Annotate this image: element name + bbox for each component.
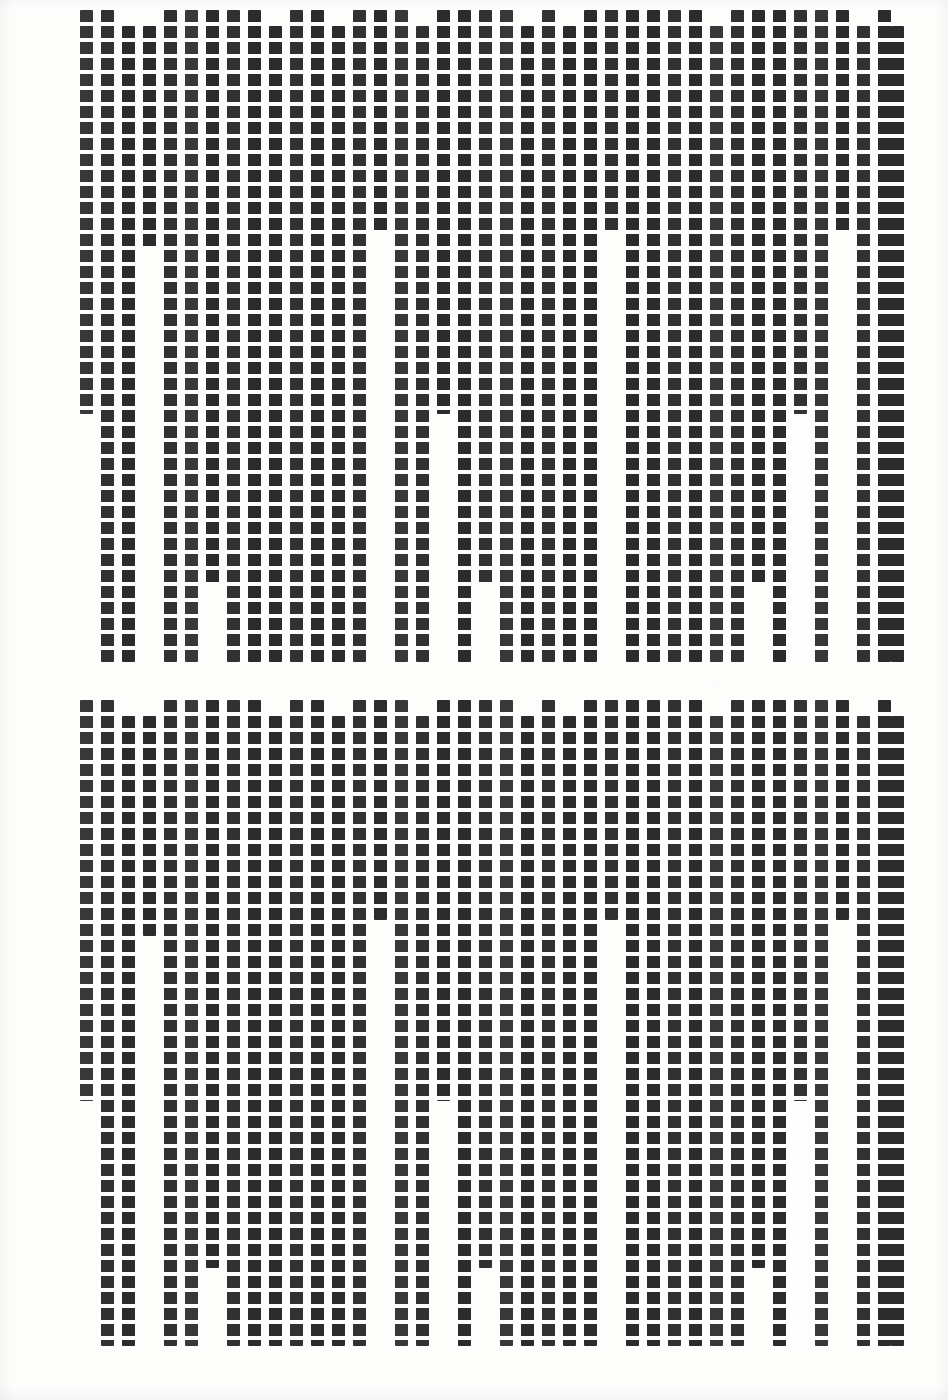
redacted-text-column bbox=[122, 26, 135, 662]
redacted-text-column bbox=[416, 26, 429, 662]
redacted-text-column bbox=[794, 10, 807, 414]
redacted-text-column bbox=[227, 10, 240, 662]
redacted-text-column bbox=[542, 700, 555, 1346]
redacted-text-column bbox=[143, 716, 156, 936]
scan-noise bbox=[58, 666, 904, 696]
redacted-text-column bbox=[794, 700, 807, 1101]
text-block-top bbox=[58, 10, 904, 662]
redacted-text-column bbox=[479, 10, 492, 584]
redacted-text-column bbox=[395, 700, 408, 1346]
redacted-text-column bbox=[458, 700, 471, 1346]
redacted-text-column bbox=[542, 10, 555, 662]
redacted-text-column bbox=[731, 700, 744, 1346]
redacted-text-column bbox=[878, 700, 891, 1346]
redacted-text-column bbox=[584, 700, 597, 1346]
redacted-text-column bbox=[689, 700, 702, 1346]
redacted-text-column bbox=[626, 700, 639, 1346]
redacted-text-column bbox=[857, 26, 870, 662]
redacted-text-column bbox=[185, 10, 198, 662]
redacted-text-column bbox=[311, 10, 324, 662]
redacted-text-column bbox=[290, 700, 303, 1346]
redacted-text-column bbox=[80, 10, 93, 414]
redacted-text-column bbox=[206, 700, 219, 1268]
redacted-text-column bbox=[836, 700, 849, 920]
redacted-text-column bbox=[332, 26, 345, 662]
redacted-text-column bbox=[206, 10, 219, 584]
redacted-text-column bbox=[878, 10, 891, 662]
redacted-text-column bbox=[710, 716, 723, 1346]
redacted-text-column bbox=[647, 10, 660, 662]
redacted-text-column bbox=[731, 10, 744, 662]
redacted-text-column bbox=[416, 716, 429, 1346]
redacted-text-column bbox=[185, 700, 198, 1346]
redacted-text-column bbox=[395, 10, 408, 662]
redacted-text-column bbox=[521, 716, 534, 1346]
redacted-text-column bbox=[584, 10, 597, 662]
redacted-text-column bbox=[857, 716, 870, 1346]
redacted-text-column bbox=[521, 26, 534, 662]
redacted-text-column bbox=[353, 10, 366, 662]
redacted-text-column bbox=[332, 716, 345, 1346]
redacted-text-column bbox=[437, 10, 450, 414]
redacted-text-column bbox=[891, 26, 904, 662]
redacted-text-column bbox=[710, 26, 723, 662]
redacted-text-column bbox=[122, 716, 135, 1346]
redacted-text-column bbox=[80, 700, 93, 1101]
redacted-text-column bbox=[353, 700, 366, 1346]
redacted-text-column bbox=[500, 10, 513, 662]
redacted-text-column bbox=[563, 716, 576, 1346]
redacted-text-column bbox=[479, 700, 492, 1268]
redacted-text-column bbox=[752, 10, 765, 584]
redacted-text-column bbox=[626, 10, 639, 662]
redacted-text-column bbox=[374, 10, 387, 232]
redacted-text-column bbox=[689, 10, 702, 662]
redacted-text-column bbox=[605, 700, 618, 920]
redacted-text-column bbox=[437, 700, 450, 1101]
redacted-text-column bbox=[269, 26, 282, 662]
redacted-text-column bbox=[891, 716, 904, 1346]
redacted-text-column bbox=[143, 26, 156, 248]
redacted-text-column bbox=[836, 10, 849, 232]
redacted-text-column bbox=[101, 700, 114, 1346]
redacted-text-column bbox=[773, 10, 786, 662]
redacted-text-column bbox=[269, 716, 282, 1346]
redacted-text-column bbox=[605, 10, 618, 232]
redacted-text-column bbox=[374, 700, 387, 920]
redacted-text-column bbox=[647, 700, 660, 1346]
redacted-text-column bbox=[773, 700, 786, 1346]
redacted-text-column bbox=[500, 700, 513, 1346]
redacted-text-column bbox=[563, 26, 576, 662]
redacted-text-column bbox=[290, 10, 303, 662]
redacted-text-column bbox=[164, 700, 177, 1346]
redacted-text-column bbox=[815, 10, 828, 662]
redacted-text-column bbox=[101, 10, 114, 662]
redacted-text-column bbox=[248, 700, 261, 1346]
redacted-text-column bbox=[668, 700, 681, 1346]
redacted-text-column bbox=[752, 700, 765, 1268]
redacted-text-column bbox=[227, 700, 240, 1346]
redaction-notice bbox=[0, 0, 1, 1]
text-block-bottom bbox=[58, 700, 904, 1346]
redacted-text-column bbox=[164, 10, 177, 662]
redacted-text-column bbox=[668, 10, 681, 662]
redacted-text-column bbox=[248, 10, 261, 662]
redacted-text-column bbox=[311, 700, 324, 1346]
redacted-text-column bbox=[458, 10, 471, 662]
redacted-text-column bbox=[815, 700, 828, 1346]
